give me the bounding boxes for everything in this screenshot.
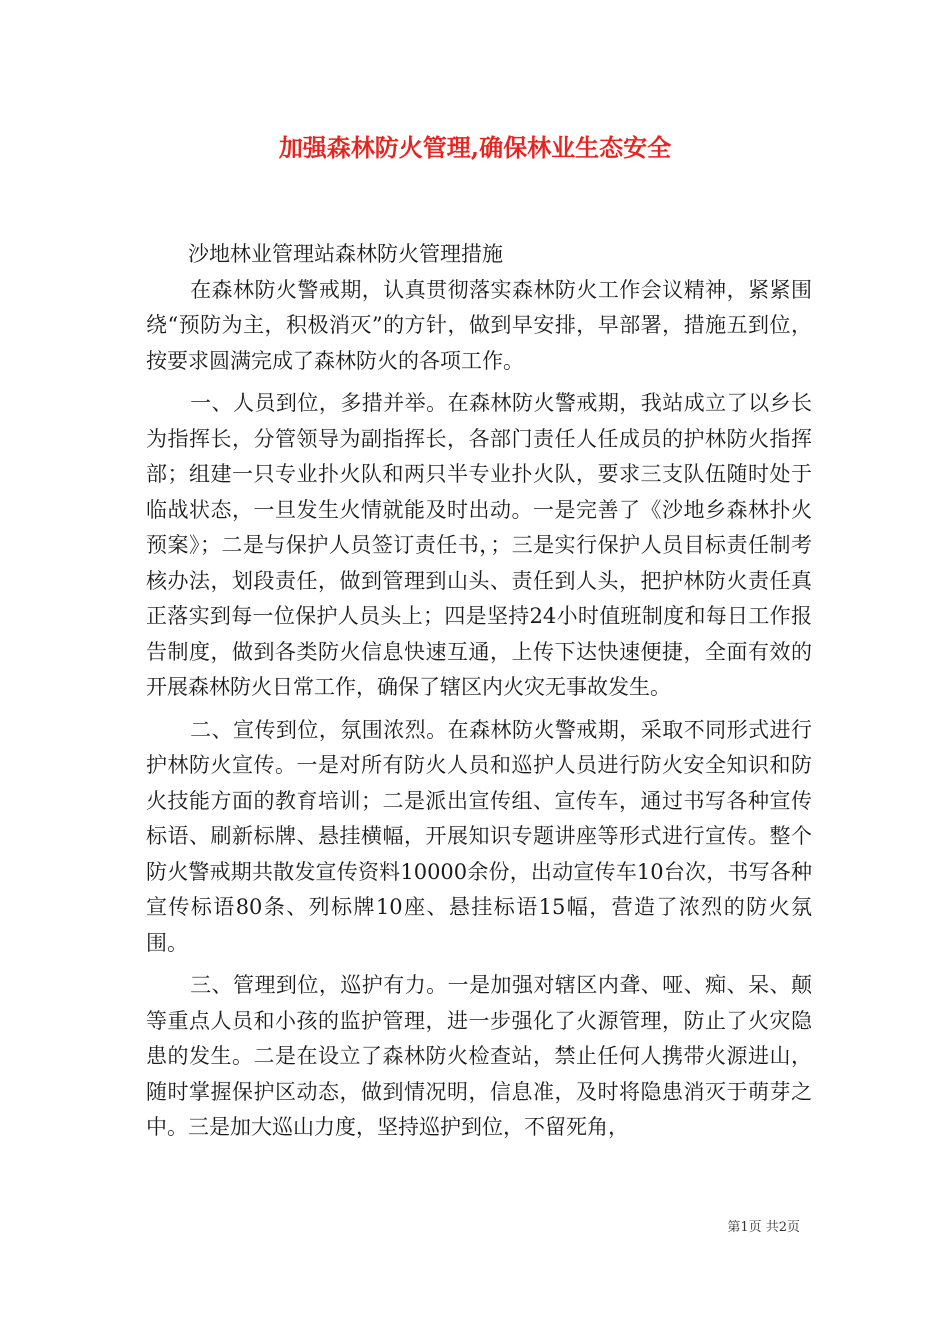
paragraph-intro: 在森林防火警戒期，认真贯彻落实森林防火工作会议精神，紧紧围绕“预防为主，积极消灭”的方针，做到早安排，早部署，措施五到位，按要求圆满完成了森林防火的各项工作。 xyxy=(146,277,812,373)
paragraph-personnel: 一、人员到位，多措并举。在森林防火警戒期，我站成立了以乡长为指挥长，分管领导为副指挥长，各部门责任人任成员的护林防火指挥部；组建一只专业扑火队和两只半专业扑火队，要求三支队伍随时处于临战状态，一旦发生火情就能及时出动。一是完善了《沙地乡森林扑火预案》；二是与保护人员签订责任书，；三是实行保护人员目标责任制考核办法，划段责任，做到管理到山头、责任到人头，把护林防火责任真正落实到每一位保护人员头上；四是坚持24小时值班制度和每日工作报告制度，做到各类防火信息快速互通，上传下达快速便捷，全面有效的开展森林防火日常工作，确保了辖区内火灾无事故发生。 xyxy=(146,391,812,699)
document-body xyxy=(146,237,812,1146)
paragraph-management: 三、管理到位，巡护有力。一是加强对辖区内聋、哑、痴、呆、颠等重点人员和小孩的监护管理，进一步强化了火源管理，防止了火灾隐患的发生。二是在设立了森林防火检查站，禁止任何人携带火源进山，随时掌握保护区动态，做到情况明，信息准，及时将隐患消灭于萌芽之中。三是加大巡山力度，坚持巡护到位，不留死角， xyxy=(146,973,812,1139)
paragraph-publicity: 二、宣传到位，氛围浓烈。在森林防火警戒期，采取不同形式进行护林防火宣传。一是对所有防火人员和巡护人员进行防火安全知识和防火技能方面的教育培训；二是派出宣传组、宣传车，通过书写各种宣传标语、刷新标牌、悬挂横幅，开展知识专题讲座等形式进行宣传。整个防火警戒期共散发宣传资料10000余份，出动宣传车10台次，书写各种宣传标语80条、列标牌10座、悬挂标语15幅，营造了浓烈的防火氛围。 xyxy=(146,717,812,955)
page-number: 第1页 共2页 xyxy=(727,1220,800,1235)
document-title: 加强森林防火管理,确保林业生态安全 xyxy=(278,133,672,162)
document-subtitle: 沙地林业管理站森林防火管理措施 xyxy=(188,242,503,266)
